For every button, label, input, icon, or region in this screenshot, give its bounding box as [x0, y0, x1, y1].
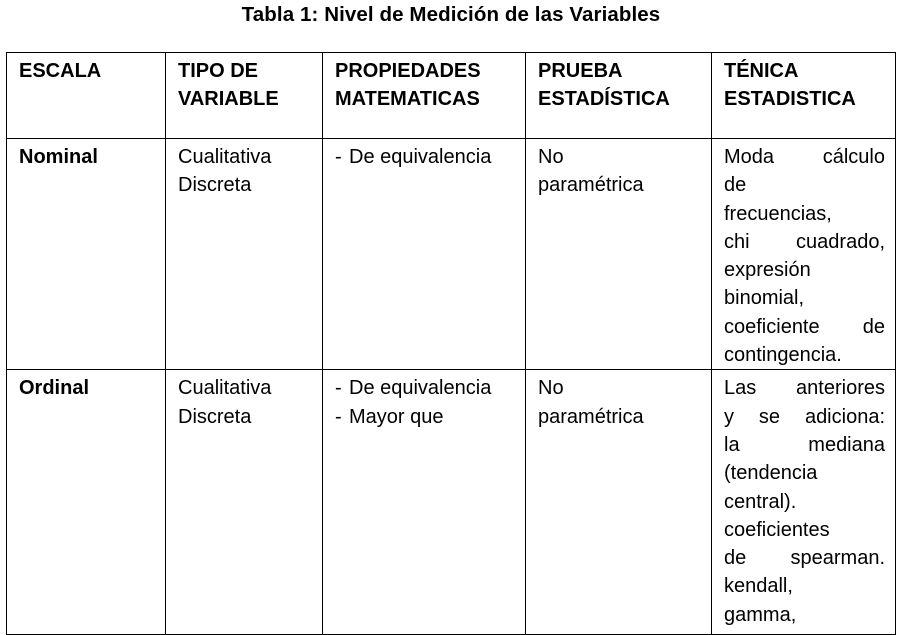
cell-tipo [166, 139, 323, 370]
tecnica-line: de spearman. [724, 547, 885, 570]
propiedades-list [335, 374, 515, 431]
tecnica-line: binomial, [724, 287, 805, 310]
cell-tecnica [712, 370, 896, 635]
propiedad-text: Mayor que [349, 405, 444, 428]
propiedades-list [335, 143, 515, 171]
list-dash: - [335, 377, 342, 400]
table-title: Tabla 1: Nivel de Medición de las Variables [241, 3, 661, 26]
tecnica-line: de [724, 174, 747, 197]
tecnica-line: contingencia. [724, 344, 842, 367]
header-escala-label: ESCALA [19, 60, 102, 82]
tipo-line2: Discreta [178, 405, 252, 428]
propiedad-item [335, 403, 515, 431]
header-tecnica-line1: TÉNICA [724, 60, 799, 82]
header-escala [7, 53, 166, 139]
cell-propiedades [323, 139, 526, 370]
propiedad-item [335, 374, 515, 402]
cell-escala [7, 139, 166, 370]
header-prueba-line1: PRUEBA [538, 60, 623, 82]
prueba-line2: paramétrica [538, 405, 644, 428]
prueba-line1: No [538, 377, 564, 400]
tecnica-line: Moda cálculo [724, 146, 885, 168]
tipo-line2: Discreta [178, 174, 252, 197]
measurement-levels-table [6, 52, 896, 635]
header-tipo-variable [166, 53, 323, 139]
tecnica-line: y se adiciona: [724, 405, 885, 428]
propiedad-item [335, 143, 515, 171]
propiedad-text: De equivalencia [349, 377, 492, 400]
header-tecnica-line2: ESTADISTICA [724, 88, 856, 111]
escala-value: Ordinal [19, 377, 90, 400]
cell-escala [7, 370, 166, 635]
cell-tecnica [712, 139, 896, 370]
tecnica-line: Las anteriores [724, 377, 885, 400]
tecnica-line: kendall, [724, 575, 793, 598]
tipo-line1: Cualitativa [178, 377, 272, 400]
tecnica-line: gamma, [724, 603, 797, 626]
tipo-line1: Cualitativa [178, 146, 272, 168]
prueba-line1: No [538, 146, 564, 168]
cell-prueba [526, 370, 712, 635]
table-row [7, 139, 896, 370]
header-tipo-line2: VARIABLE [178, 88, 279, 111]
tecnica-line: frecuencias, [724, 202, 832, 225]
table-row [7, 370, 896, 635]
header-tipo-line1: TIPO DE [178, 60, 259, 82]
prueba-line2: paramétrica [538, 174, 644, 197]
list-dash: - [335, 146, 342, 168]
header-prueba [526, 53, 712, 139]
tecnica-line: expresión [724, 259, 811, 282]
header-tecnica [712, 53, 896, 139]
tecnica-line: coeficiente de [724, 315, 885, 338]
header-propiedades [323, 53, 526, 139]
tecnica-line: la mediana [724, 433, 885, 456]
escala-value: Nominal [19, 146, 98, 168]
tecnica-line: (tendencia [724, 462, 818, 485]
tecnica-line: central). [724, 490, 797, 513]
header-prop-line2: MATEMATICAS [335, 88, 480, 111]
tecnica-line: chi cuadrado, [724, 230, 885, 253]
propiedad-text: De equivalencia [349, 146, 492, 168]
header-prop-line1: PROPIEDADES [335, 60, 481, 82]
tecnica-line: coeficientes [724, 518, 830, 541]
list-dash: - [335, 405, 342, 428]
header-prueba-line2: ESTADÍSTICA [538, 88, 670, 111]
cell-prueba [526, 139, 712, 370]
cell-propiedades [323, 370, 526, 635]
table-header-row [7, 53, 896, 139]
cell-tipo [166, 370, 323, 635]
